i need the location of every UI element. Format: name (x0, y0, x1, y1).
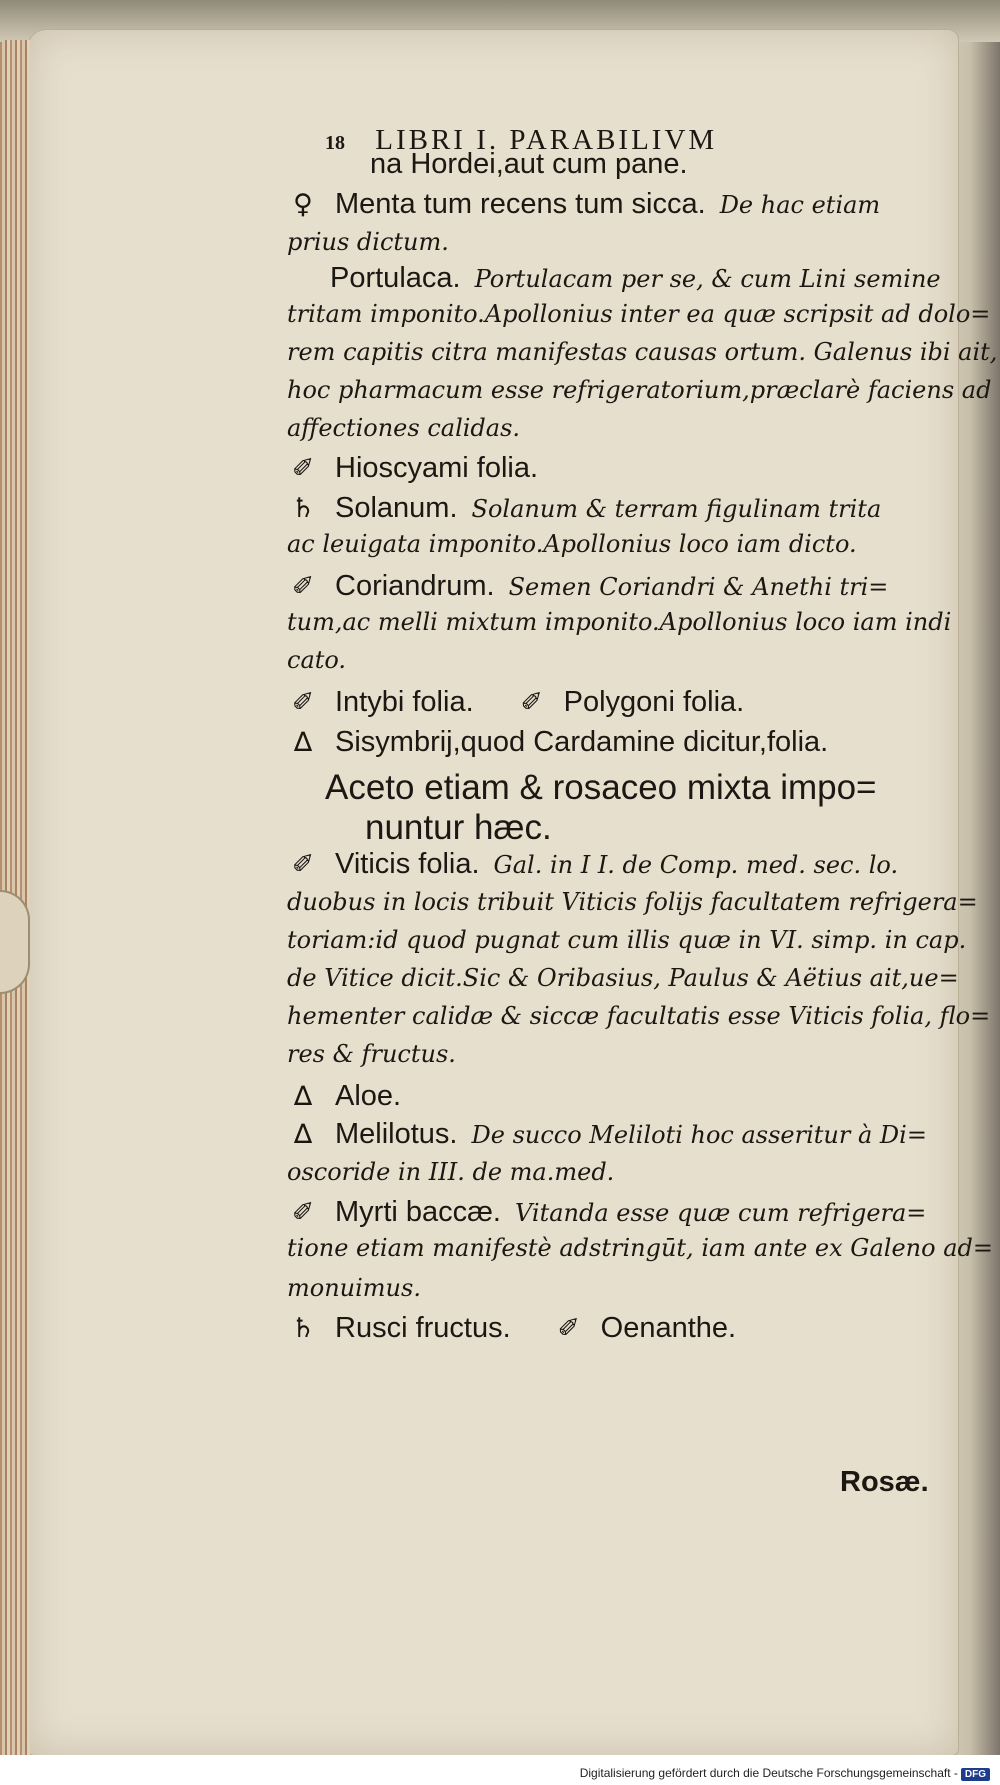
delta-symbol-icon: ∆ (293, 1119, 313, 1150)
text-line (285, 1080, 401, 1113)
section-heading: Aceto etiam & rosaceo mixta impo= (325, 768, 877, 807)
commentary-text: hoc pharmacum esse refrigeratorium,præclarè faciens ad (287, 376, 992, 404)
pen-symbol-icon: ✐ (291, 687, 315, 718)
text-line (330, 262, 941, 295)
entry-name: Polygoni folia. (563, 686, 745, 718)
commentary-text: Semen Coriandri & Anethi tri= (508, 573, 889, 601)
text-line (287, 1274, 421, 1302)
entry-name: Sisymbrij,quod Cardamine dicitur,folia. (335, 726, 829, 758)
text-line (287, 1002, 990, 1030)
text-line (285, 686, 744, 719)
entry-name: Solanum. (335, 492, 458, 524)
page-curl (0, 890, 30, 994)
text-line (287, 228, 449, 256)
entry-name: Coriandrum. (335, 570, 495, 602)
commentary-text: ac leuigata imponito.Apollonius loco iam dicto. (287, 530, 857, 558)
text-line (287, 1234, 993, 1262)
catchword: Rosæ. (840, 1466, 929, 1498)
text-line (287, 926, 966, 954)
commentary-text: Solanum & terram figulinam trita (471, 495, 882, 523)
commentary-text: De succo Meliloti hoc asseritur à Di= (471, 1121, 927, 1149)
text-line (285, 1312, 736, 1345)
commentary-text: Portulacam per se, & cum Lini semine (474, 265, 941, 293)
text-line (285, 492, 881, 525)
pen-symbol-icon: ✐ (291, 1197, 315, 1228)
credit-text: Digitalisierung gefördert durch die Deutsche Forschungsgemeinschaft - (579, 1766, 958, 1780)
text-line (287, 1158, 614, 1186)
text-line (287, 888, 978, 916)
pen-symbol-icon: ✐ (291, 453, 315, 484)
entry-name: Hioscyami folia. (335, 452, 539, 484)
commentary-text: hementer calidæ & siccæ facultatis esse Viticis folia, flo= (287, 1002, 991, 1030)
commentary-text: tione etiam manifestè adstringūt, iam ante ex Galeno ad= (287, 1234, 993, 1262)
text-line (285, 848, 898, 881)
text-line (370, 148, 688, 181)
commentary-text: duobus in locis tribuit Viticis folijs facultatem refrigera= (287, 888, 978, 916)
text-line (287, 608, 951, 636)
entry-name: Intybi folia. (335, 686, 474, 718)
delta-symbol-icon: ∆ (293, 1081, 313, 1112)
commentary-text: oscoride in III. de ma.med. (287, 1158, 615, 1186)
text-line (285, 188, 880, 221)
running-title: LIBRI I. PARABILIVM (375, 124, 718, 156)
commentary-text: prius dictum. (287, 228, 449, 256)
text-line (287, 376, 991, 404)
text-line (285, 1196, 926, 1229)
pen-symbol-icon: ✐ (520, 687, 543, 718)
text-line (285, 726, 828, 759)
text-line (287, 300, 990, 328)
dry-symbol-icon: ♄ (290, 493, 316, 524)
text-line (287, 646, 346, 674)
entry-name: na Hordei,aut cum pane. (370, 148, 688, 180)
entry-name: Myrti baccæ. (335, 1196, 501, 1228)
section-heading: nuntur hæc. (365, 808, 552, 847)
commentary-text: de Vitice dicit.Sic & Oribasius, Paulus & Aëtius ait,ue= (287, 964, 959, 992)
text-line (287, 964, 959, 992)
pen-symbol-icon: ✐ (291, 571, 315, 602)
dry-symbol-icon: ♄ (290, 1313, 316, 1344)
commentary-text: tritam imponito.Apollonius inter ea quæ scripsit ad dolo= (287, 300, 991, 328)
entry-name: Portulaca. (330, 262, 461, 294)
text-line (287, 1040, 456, 1068)
text-line (325, 768, 877, 808)
text-line (287, 530, 857, 558)
page-number: 18 (325, 132, 345, 154)
dry-symbol-icon: ♀ (293, 189, 313, 220)
pen-symbol-icon: ✐ (291, 849, 315, 880)
commentary-text: De hac etiam (719, 191, 881, 219)
entry-name: Rusci fructus. (335, 1312, 511, 1344)
dfg-logo: DFG (961, 1768, 990, 1781)
text-line (285, 570, 888, 603)
commentary-text: monuimus. (287, 1274, 421, 1302)
pen-symbol-icon: ✐ (557, 1313, 580, 1344)
commentary-text: affectiones calidas. (287, 414, 521, 442)
entry-name: Aloe. (335, 1080, 402, 1112)
commentary-text: toriam:id quod pugnat cum illis quæ in VI. simp. in cap. (287, 926, 967, 954)
entry-name: Oenanthe. (600, 1312, 737, 1344)
text-line (287, 414, 520, 442)
delta-symbol-icon: ∆ (293, 727, 313, 758)
commentary-text: Gal. in I I. de Comp. med. sec. lo. (493, 851, 899, 879)
text-line (285, 1118, 927, 1151)
text-line (285, 452, 538, 485)
commentary-text: res & fructus. (287, 1040, 456, 1068)
digitization-credit (580, 1766, 990, 1781)
entry-name: Viticis folia. (335, 848, 480, 880)
text-line (365, 808, 552, 848)
commentary-text: cato. (287, 646, 347, 674)
text-line (287, 338, 997, 366)
commentary-text: rem capitis citra manifestas causas ortum. Galenus ibi ait, (287, 338, 998, 366)
commentary-text: Vitanda esse quæ cum refrigera= (514, 1199, 927, 1227)
commentary-text: tum,ac melli mixtum imponito.Apollonius loco iam indi (287, 608, 952, 636)
entry-name: Melilotus. (335, 1118, 458, 1150)
entry-name: Menta tum recens tum sicca. (335, 188, 706, 220)
